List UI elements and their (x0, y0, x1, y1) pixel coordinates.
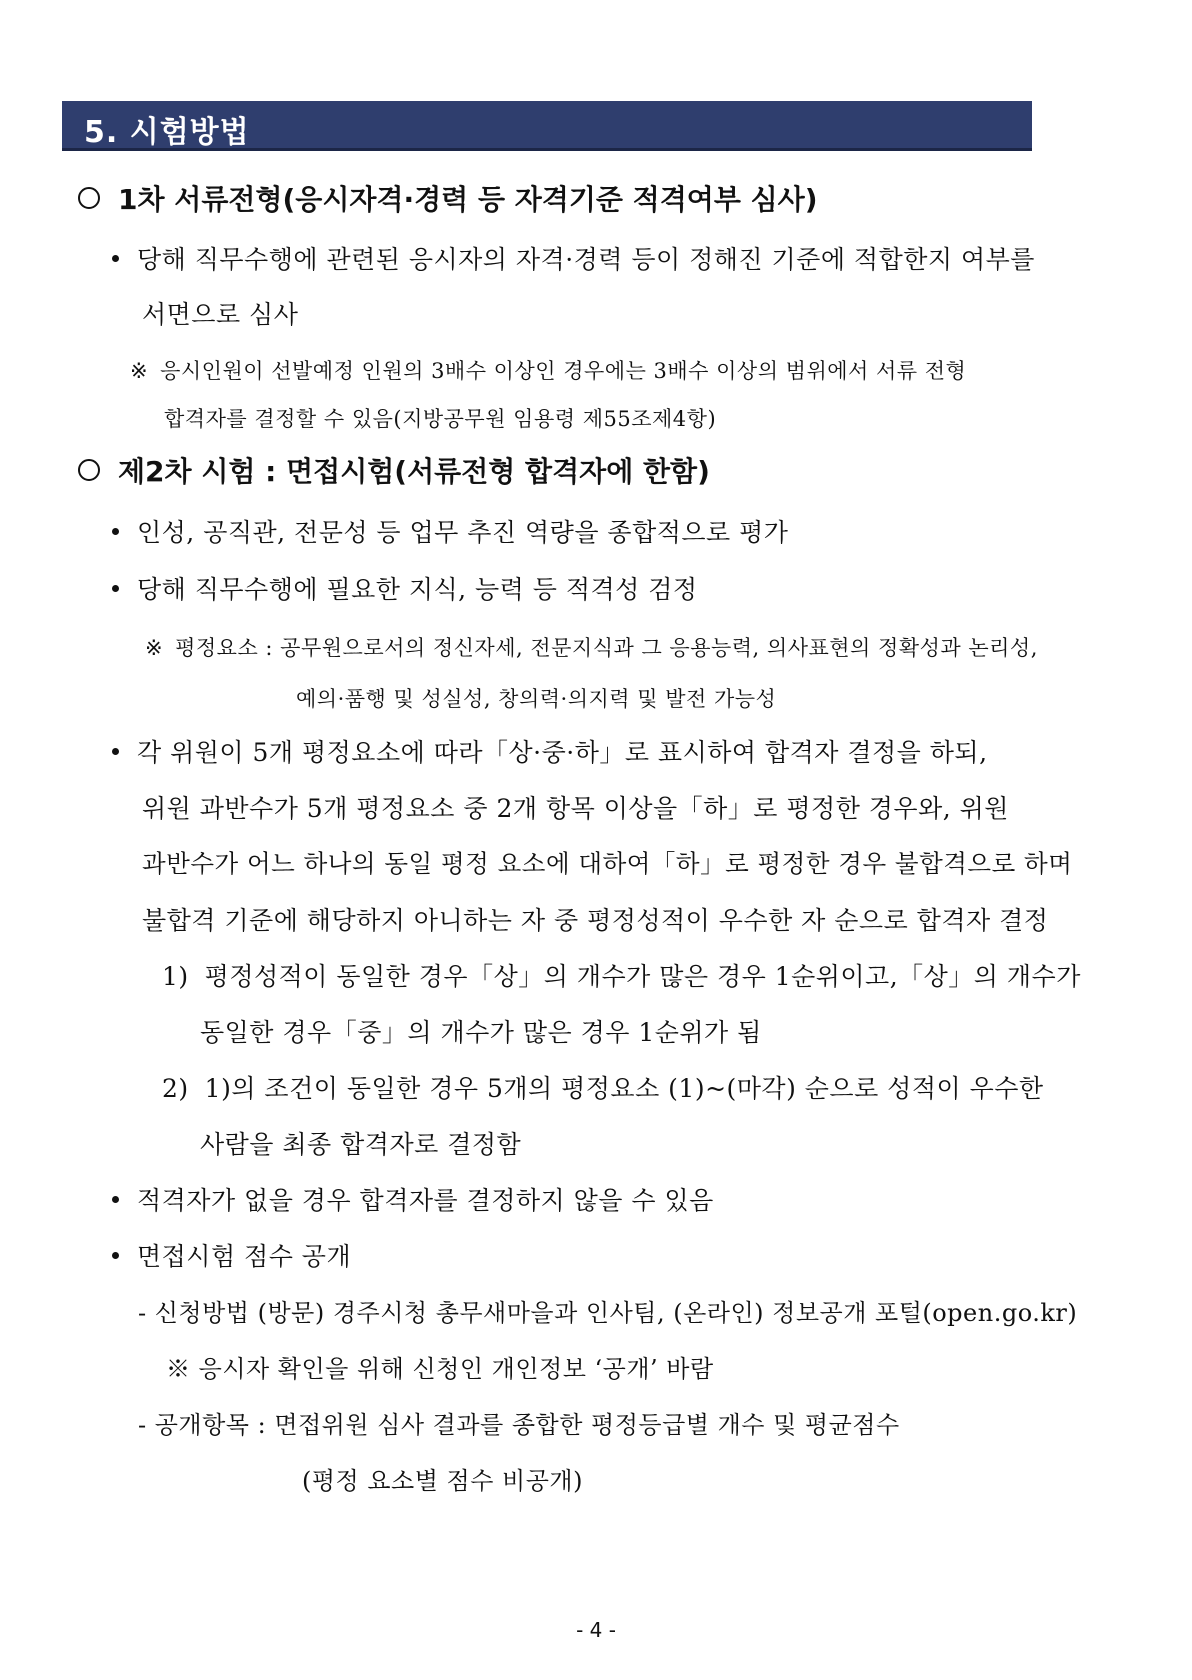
dash-item-disclosure-cont: (평정 요소별 점수 비공개) (302, 1467, 583, 1495)
dash-item-disclosure: - 공개항목 : 면접위원 심사 결과를 종합한 평정등급별 개수 및 평균점수 (138, 1411, 900, 1439)
sub-item-1-line2: 동일한 경우「중」의 개수가 많은 경우 1순위가 됨 (200, 1018, 762, 1047)
second-stage-heading (78, 450, 710, 490)
bullet-dot-icon (112, 528, 119, 535)
section-title: 5. 시험방법 (84, 115, 250, 150)
dash-item-apply-note: ※ 응시자 확인을 위해 신청인 개인정보 ‘공개’ 바람 (166, 1355, 714, 1383)
second-stage-heading-text: 제2차 시험 : 면접시험(서류전형 합격자에 한함) (118, 455, 710, 488)
note-mark-icon: ※ (130, 359, 149, 383)
second-note-line2: 예의·품행 및 성실성, 창의력·의지력 및 발전 가능성 (296, 687, 777, 711)
sub-item-1-line1: 1) 평정성적이 동일한 경우「상」의 개수가 많은 경우 1순위이고,「상」의 개수가 (162, 962, 1081, 991)
dash-item-apply-method: - 신청방법 (방문) 경주시청 총무새마을과 인사팀, (온라인) 정보공개 포털(open.go.kr) (138, 1299, 1078, 1327)
sub-item-2-line2: 사람을 최종 합격자로 결정함 (200, 1130, 522, 1159)
section-header-bar (62, 101, 1032, 151)
bullet-dot-icon (112, 748, 119, 755)
circle-bullet-icon (78, 187, 100, 209)
sub-item-2-line1: 2) 1)의 조건이 동일한 경우 5개의 평정요소 (1)~(마각) 순으로 성적이 우수한 (162, 1074, 1044, 1103)
second-bullet1: 인성, 공직관, 전문성 등 업무 추진 역량을 종합적으로 평가 (112, 513, 788, 549)
bullet-dot-icon (112, 585, 119, 592)
second-bullet4: 적격자가 없을 경우 합격자를 결정하지 않을 수 있음 (112, 1181, 714, 1217)
first-stage-heading (78, 178, 818, 218)
first-note-line2: 합격자를 결정할 수 있음(지방공무원 임용령 제55조제4항) (164, 407, 717, 431)
bullet-dot-icon (112, 1252, 119, 1259)
second-bullet2: 당해 직무수행에 필요한 지식, 능력 등 적격성 검정 (112, 570, 698, 606)
note-mark-icon: ※ (145, 636, 164, 660)
sub-item-2-number: 2) (162, 1074, 189, 1103)
second-bullet3-line3: 과반수가 어느 하나의 동일 평정 요소에 대하여「하」로 평정한 경우 불합격으로 하며 (142, 849, 1073, 878)
first-note-line1: ※ 응시인원이 선발예정 인원의 3배수 이상인 경우에는 3배수 이상의 범위에서 서류 전형 (130, 359, 967, 383)
first-bullet-line2: 서면으로 심사 (142, 300, 299, 329)
page-number: - 4 - (576, 1618, 616, 1642)
circle-bullet-icon (78, 459, 100, 481)
first-stage-heading-text: 1차 서류전형(응시자격·경력 등 자격기준 적격여부 심사) (118, 183, 818, 216)
first-bullet-line1: 당해 직무수행에 관련된 응시자의 자격·경력 등이 정해진 기준에 적합한지 여부를 (112, 240, 1035, 276)
second-bullet3-line2: 위원 과반수가 5개 평정요소 중 2개 항목 이상을「하」로 평정한 경우와, 위원 (142, 794, 1009, 823)
second-bullet3-line1: 각 위원이 5개 평정요소에 따라「상·중·하」로 표시하여 합격자 결정을 하되, (112, 733, 988, 769)
second-bullet5: 면접시험 점수 공개 (112, 1237, 351, 1273)
second-bullet3-line4: 불합격 기준에 해당하지 아니하는 자 중 평정성적이 우수한 자 순으로 합격자 결정 (142, 906, 1049, 935)
bullet-dot-icon (112, 1196, 119, 1203)
sub-item-1-number: 1) (162, 962, 189, 991)
second-note-line1: ※ 평정요소 : 공무원으로서의 정신자세, 전문지식과 그 응용능력, 의사표현의 정확성과 논리성, (145, 636, 1038, 660)
bullet-dot-icon (112, 255, 119, 262)
